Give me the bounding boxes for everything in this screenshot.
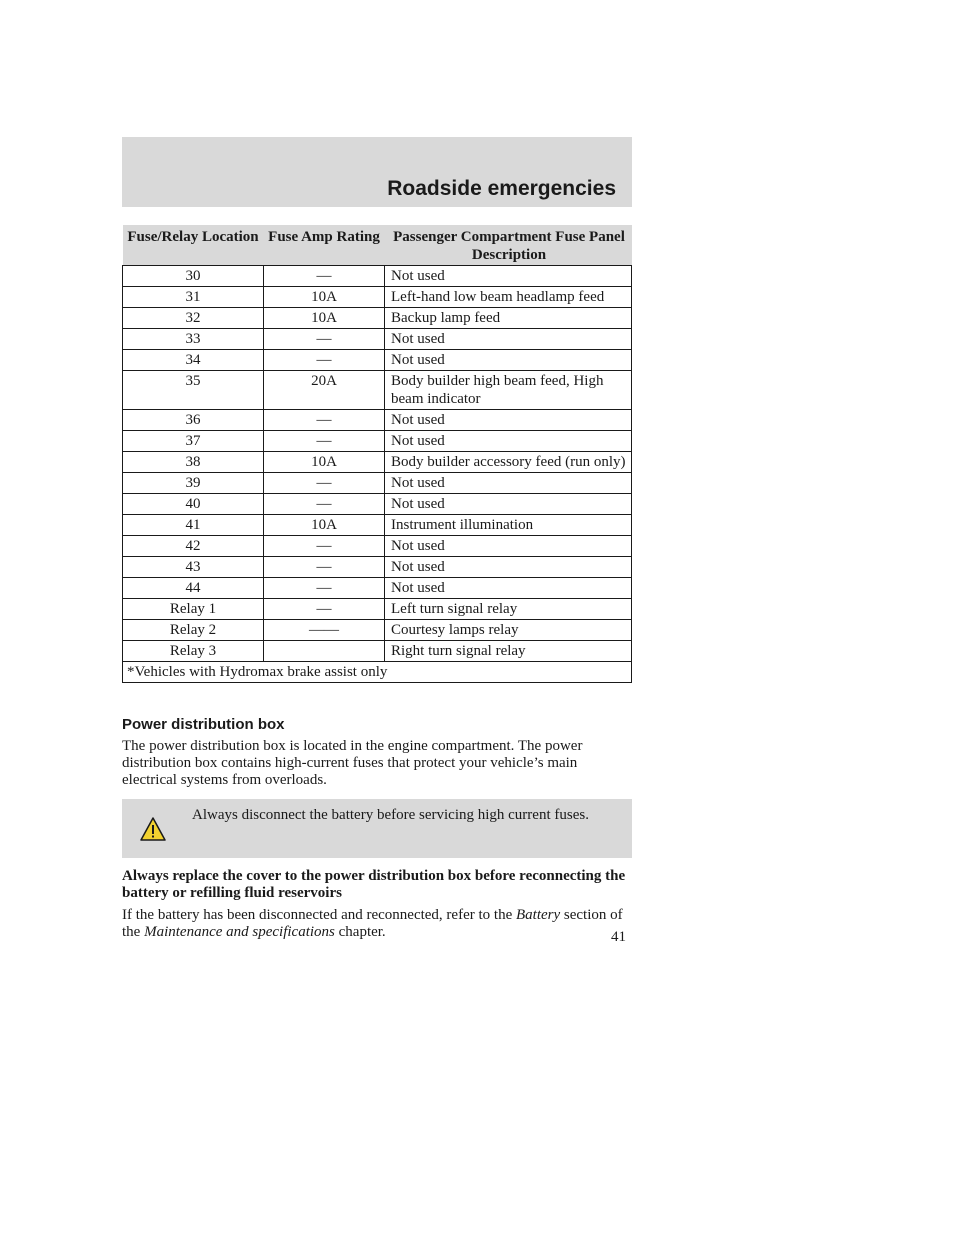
cell-description: Left-hand low beam headlamp feed [385,287,632,308]
cell-description: Body builder accessory feed (run only) [385,452,632,473]
table-row [123,410,632,431]
cell-amp-rating: — [264,599,385,620]
table-row [123,371,632,410]
section-heading: Power distribution box [122,716,285,733]
page-header-band [122,137,632,207]
cell-amp-rating: 10A [264,452,385,473]
cell-amp-rating: — [264,473,385,494]
reference-paragraph [122,907,632,941]
table-row [123,494,632,515]
cell-amp-rating: 10A [264,287,385,308]
cell-amp-rating: — [264,266,385,287]
cell-location: 37 [123,431,264,452]
cell-description: Not used [385,536,632,557]
reference-battery: Battery [515,907,561,923]
cell-location: 33 [123,329,264,350]
cell-amp-rating: — [264,329,385,350]
table-row [123,557,632,578]
warning-text: Always disconnect the battery before servicing high current fuses. [192,807,589,823]
power-distribution-section [122,716,632,951]
table-footnote-row [123,662,632,683]
cell-description: Right turn signal relay [385,641,632,662]
cell-location: Relay 3 [123,641,264,662]
cell-description: Not used [385,329,632,350]
cell-location: 36 [123,410,264,431]
cell-location: 40 [123,494,264,515]
table-row [123,452,632,473]
cell-description: Not used [385,578,632,599]
column-header-amp-rating: Fuse Amp Rating [264,225,385,266]
column-header-location: Fuse/Relay Location [123,225,264,266]
cell-location: Relay 2 [123,620,264,641]
table-row [123,350,632,371]
cell-description: Not used [385,494,632,515]
intro-paragraph: The power distribution box is located in the engine compartment. The power distribution box contains high-current fuses that protect your vehicle’s main electrical systems from overloads. [122,738,583,788]
cell-description: Left turn signal relay [385,599,632,620]
cell-location: 44 [123,578,264,599]
table-row [123,578,632,599]
cell-description: Body builder high beam feed, High beam indicator [385,371,632,410]
cell-description: Not used [385,266,632,287]
table-row [123,287,632,308]
cell-amp-rating: — [264,536,385,557]
cell-location: 35 [123,371,264,410]
cell-amp-rating: — [264,494,385,515]
page-section-title: Roadside emergencies [387,177,616,200]
table-row [123,266,632,287]
cell-location: 42 [123,536,264,557]
table-row [123,329,632,350]
table-row [123,515,632,536]
page-number: 41 [611,929,626,945]
cell-location: 43 [123,557,264,578]
cell-location: 32 [123,308,264,329]
cell-description: Instrument illumination [385,515,632,536]
cell-description: Not used [385,350,632,371]
cell-amp-rating: — [264,431,385,452]
cell-description: Not used [385,431,632,452]
table-header-row [123,225,632,266]
cell-location: 39 [123,473,264,494]
warning-box [122,799,632,858]
warning-triangle-icon [140,816,166,842]
cell-amp-rating: — [264,410,385,431]
cell-amp-rating: 10A [264,308,385,329]
cell-location: 41 [123,515,264,536]
cell-description: Not used [385,557,632,578]
cell-amp-rating [264,641,385,662]
cell-location: 38 [123,452,264,473]
cell-amp-rating: — [264,578,385,599]
cell-amp-rating: 20A [264,371,385,410]
cell-location: 34 [123,350,264,371]
table-row [123,473,632,494]
cell-amp-rating: — [264,557,385,578]
table-row [123,431,632,452]
cell-amp-rating: 10A [264,515,385,536]
table-row [123,620,632,641]
reference-prefix: If the battery has been disconnected and reconnected, refer to the [122,907,516,923]
cell-amp-rating: — [264,350,385,371]
cover-note: Always replace the cover to the power distribution box before reconnecting the battery or refilling fluid reservoirs [122,868,626,901]
table-footnote: *Vehicles with Hydromax brake assist only [123,662,632,683]
cell-location: 31 [123,287,264,308]
table-row [123,599,632,620]
cell-description: Not used [385,473,632,494]
cell-description: Not used [385,410,632,431]
cell-description: Courtesy lamps relay [385,620,632,641]
column-header-description: Passenger Compartment Fuse Panel Description [385,225,632,266]
cell-description: Backup lamp feed [385,308,632,329]
cell-amp-rating: —— [264,620,385,641]
cell-location: Relay 1 [123,599,264,620]
table-row [123,308,632,329]
reference-mid: section of the [122,907,623,940]
fuse-table [122,225,632,683]
reference-suffix: chapter. [334,924,386,940]
cell-location: 30 [123,266,264,287]
table-row [123,536,632,557]
reference-chapter: Maintenance and specifications [144,924,335,940]
table-row [123,641,632,662]
